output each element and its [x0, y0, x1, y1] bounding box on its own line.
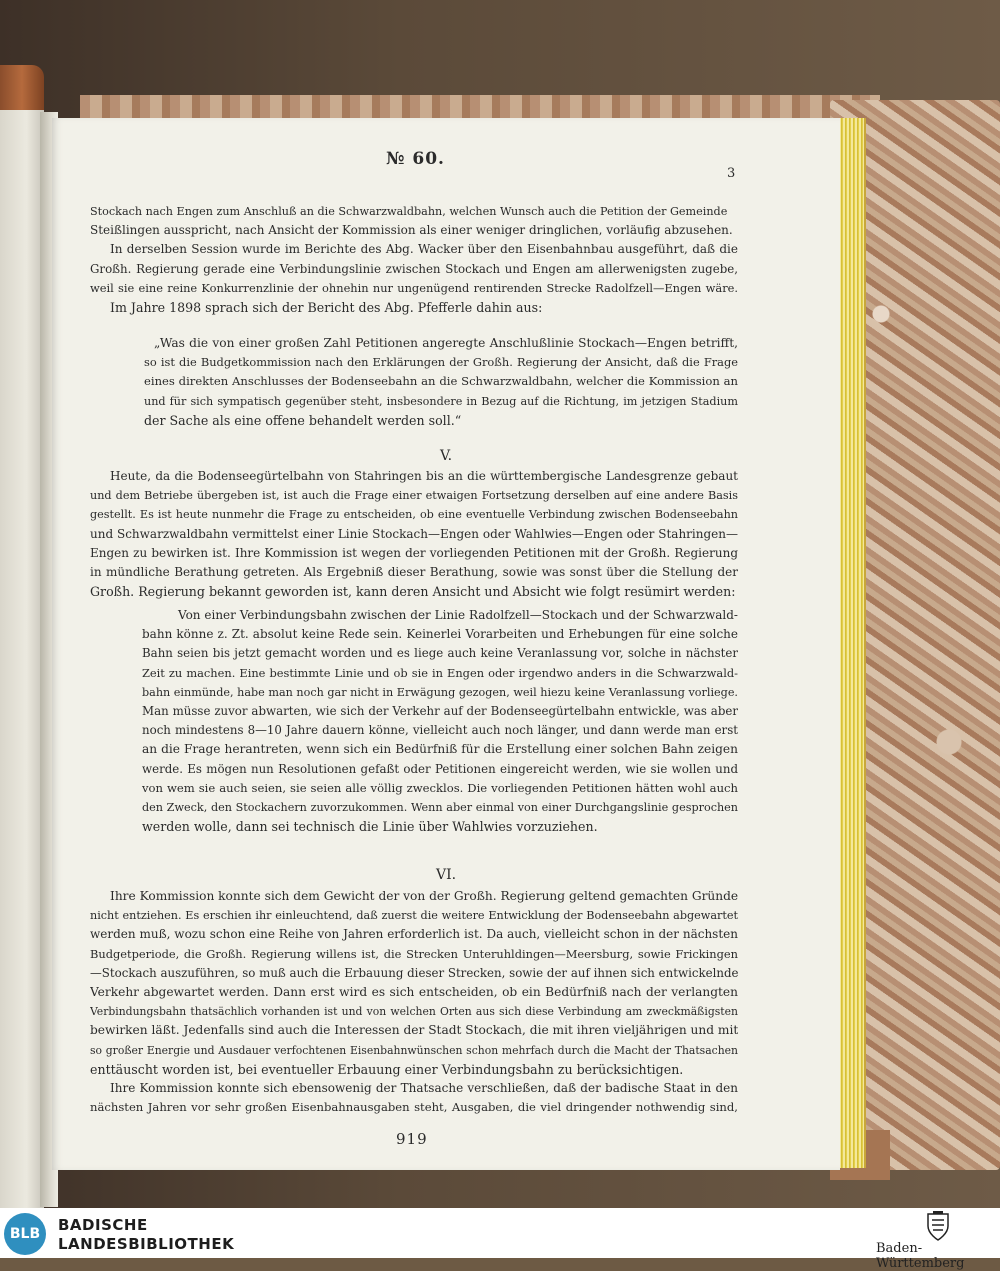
library-banner — [0, 1208, 1000, 1271]
coat-of-arms-icon — [924, 1210, 952, 1242]
text-line: In derselben Session wurde im Berichte des Abg. Wacker über den Eisenbahnbau ausgeführt, daß die — [110, 242, 738, 257]
library-name-line1: BADISCHE — [58, 1216, 148, 1234]
gilded-page-edges — [838, 118, 866, 1168]
library-name-line2: LANDESBIBLIOTHEK — [58, 1235, 235, 1253]
text-line: Zeit zu machen. Eine bestimmte Linie und ob sie in Engen oder irgendwo anders in die Schwarzwald- — [142, 665, 738, 680]
text-line: eines direkten Anschlusses der Bodenseebahn an die Schwarzwaldbahn, welcher die Kommission an — [144, 374, 738, 389]
text-line: so ist die Budgetkommission nach den Erklärungen der Großh. Regierung der Ansicht, daß die Frage — [144, 355, 738, 370]
quotation-1898 — [144, 334, 738, 430]
text-line: noch mindestens 8—10 Jahre dauern könne, vielleicht auch noch länger, und dann werde man erst — [142, 723, 738, 738]
text-line: Heute, da die Bodenseegürtelbahn von Stahringen bis an die württembergische Landesgrenze gebaut — [110, 469, 738, 483]
state-name: Baden-Württemberg — [876, 1241, 965, 1271]
document-page — [52, 118, 840, 1170]
text-line: weil sie eine reine Konkurrenzlinie der ohnehin nur ungenügend rentirenden Strecke Radolfzell—Engen wäre. — [90, 280, 738, 295]
government-statement — [142, 606, 738, 836]
text-line: nächsten Jahren vor sehr großen Eisenbahnausgaben steht, Ausgaben, die viel dringender nothwendig sind, — [90, 1100, 738, 1115]
text-line: so großer Energie und Ausdauer verfochtenen Eisenbahnwünschen schon mehrfach durch die Macht der Thatsachen — [90, 1043, 738, 1057]
text-line: gestellt. Es ist heute nunmehr die Frage zu entscheiden, ob eine eventuelle Verbindung zwischen Bodenseebahn — [90, 508, 738, 522]
text-line: Großh. Regierung gerade eine Verbindungslinie zwischen Stockach und Engen am allerwenigsten zugebe, — [90, 261, 738, 276]
paragraph-vi — [90, 887, 738, 1117]
text-line: Budgetperiode, die Großh. Regierung willens ist, die Strecken Unteruhldingen—Meersburg, sowie Frickingen — [90, 946, 738, 961]
text-line: Verbindungsbahn thatsächlich vorhanden ist und von welchen Orten aus sich diese Verbindung am zweckmäßigsten — [90, 1005, 738, 1019]
text-line: Ihre Kommission konnte sich dem Gewicht der von der Großh. Regierung geltend gemachten Gründe — [110, 889, 738, 903]
text-line: Von einer Verbindungsbahn zwischen der Linie Radolfzell—Stockach und der Schwarzwald- — [178, 608, 738, 622]
text-line: werden muß, wozu schon eine Reihe von Jahren erforderlich ist. Da auch, vielleicht schon in der nächsten — [90, 927, 738, 942]
section-heading-v: V. — [439, 448, 453, 464]
text-line: bahn könne z. Zt. absolut keine Rede sein. Keinerlei Vorarbeiten und Erhebungen für eine solche — [142, 627, 738, 642]
left-page-edge — [0, 110, 44, 1210]
text-line: Engen zu bewirken ist. Ihre Kommission ist wegen der vorliegenden Petitionen mit der Großh. Regierung — [90, 545, 738, 560]
paragraph-intro — [90, 202, 738, 317]
text-line: von wem sie auch seien, sie seien alle völlig zwecklos. Die vorliegenden Petitionen hätten wohl auch — [142, 780, 738, 795]
text-line: und Schwarzwaldbahn vermittelst einer Linie Stockach—Engen oder Wahlwies—Engen oder Stahringen— — [90, 526, 738, 541]
text-line: bewirken läßt. Jedenfalls sind auch die Interessen der Stadt Stockach, die mit ihren vieljährigen und mit — [90, 1023, 738, 1038]
document-number: № 60. — [386, 149, 445, 169]
text-line: und für sich sympatisch gegenüber steht, insbesondere in Bezug auf die Richtung, im jetzigen Stadium — [144, 394, 738, 408]
text-line: und dem Betriebe übergeben ist, ist auch die Frage einer etwaigen Fortsetzung derselben auf eine andere Basis — [90, 489, 738, 503]
text-line: werden wolle, dann sei technisch die Linie über Wahlwies vorzuziehen. — [142, 819, 598, 835]
text-line: Im Jahre 1898 sprach sich der Bericht des Abg. Pfefferle dahin aus: — [110, 299, 543, 315]
section-heading-vi: VI. — [435, 867, 457, 883]
page-index: 3 — [727, 166, 736, 181]
text-line: bahn einmünde, habe man noch gar nicht in Erwägung gezogen, weil hiezu keine Veranlassung vorliege. — [142, 685, 738, 699]
paragraph-v — [90, 467, 738, 601]
text-line: nicht entziehen. Es erschien ihr einleuchtend, daß zuerst die weitere Entwicklung der Bodenseebahn abgewartet — [90, 909, 738, 923]
text-line: Stockach nach Engen zum Anschluß an die Schwarzwaldbahn, welchen Wunsch auch die Petition der Gemeinde — [90, 205, 728, 218]
text-line: —Stockach auszuführen, so muß auch die Erbauung dieser Strecken, sowie der auf ihnen sich entwickelnde — [90, 965, 738, 980]
text-line: werde. Es mögen nun Resolutionen gefaßt oder Petitionen eingereicht werden, wie sie wollen und — [142, 761, 738, 776]
blb-logo-icon[interactable]: BLB — [4, 1213, 46, 1255]
text-line: Bahn seien bis jetzt gemacht worden und es liege auch keine Veranlassung vor, solche in nächster — [142, 646, 738, 661]
text-line: Verkehr abgewartet werden. Dann erst wird es sich entscheiden, ob ein Bedürfniß nach der verlangten — [90, 984, 738, 999]
text-line: in mündliche Berathung getreten. Als Ergebniß dieser Berathung, sowie was sonst über die Stellung der — [90, 564, 738, 579]
text-line: Man müsse zuvor abwarten, wie sich der Verkehr auf der Bodenseegürtelbahn entwickle, was aber — [142, 703, 738, 718]
text-line: „Was die von einer großen Zahl Petitionen angeregte Anschlußlinie Stockach—Engen betrifft, — [154, 336, 738, 350]
text-line: Ihre Kommission konnte sich ebensowenig der Thatsache verschließen, daß der badische Staat in den — [110, 1080, 738, 1095]
text-line: enttäuscht worden ist, bei eventueller Erbauung einer Verbindungsbahn zu berücksichtigen. — [90, 1061, 684, 1077]
text-line: den Zweck, den Stockachern zuvorzukommen. Wenn aber einmal von einer Durchgangslinie gesprochen — [142, 800, 738, 814]
text-line: Großh. Regierung bekannt geworden ist, kann deren Ansicht und Absicht wie folgt resümirt werden: — [90, 584, 736, 600]
page-folio: 919 — [396, 1130, 428, 1148]
text-line: der Sache als eine offene behandelt werden soll.“ — [144, 412, 462, 428]
text-line: an die Frage herantreten, wenn sich ein Bedürfniß für die Erstellung einer solchen Bahn zeigen — [142, 742, 738, 757]
text-line: Steißlingen ausspricht, nach Ansicht der Kommission als einer weniger dringlichen, vorläufig abzusehen. — [90, 223, 733, 238]
